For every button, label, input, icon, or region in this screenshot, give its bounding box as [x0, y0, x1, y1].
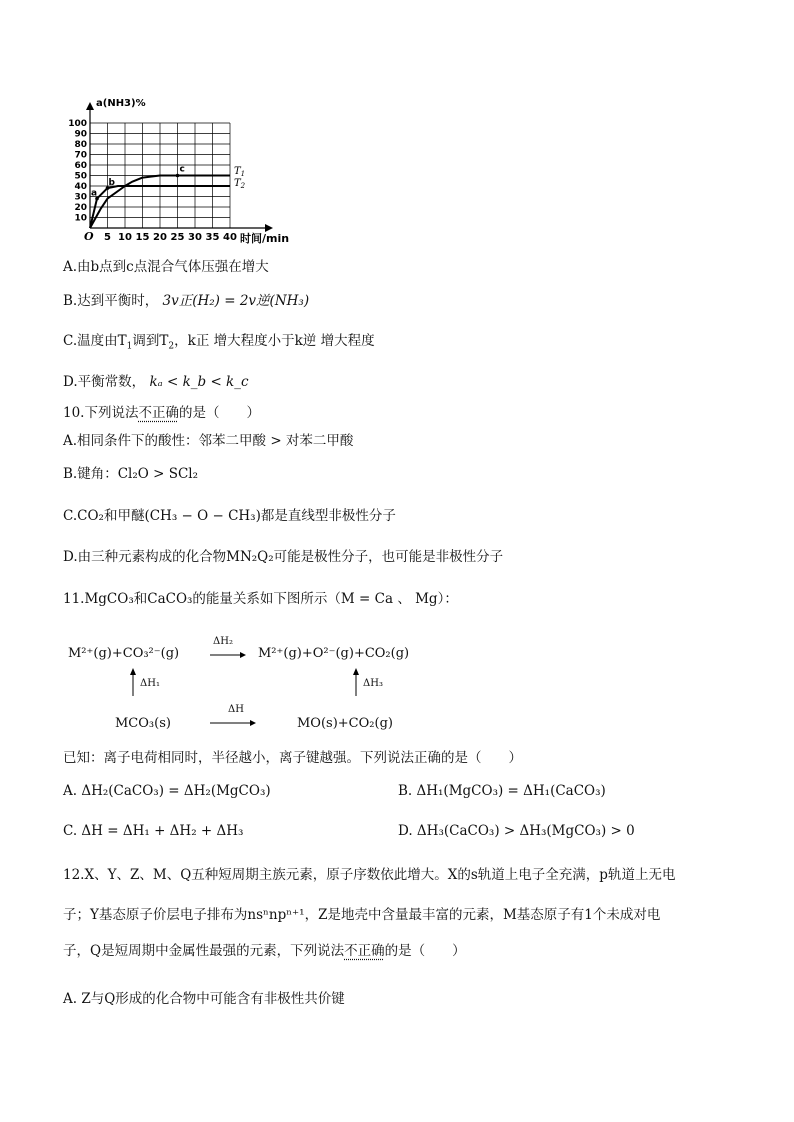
- q9-option-c-mid: 调到T: [132, 333, 169, 349]
- q12-line1: 12.X、Y、Z、M、Q五种短周期主族元素，原子序数依此增大。X的s轨道上电子全充满，p轨道上无电: [63, 867, 676, 883]
- q9-option-d-prefix: D.平衡常数，: [63, 374, 146, 390]
- x-tick-labels: [104, 232, 237, 243]
- q9-option-d-formula: kₐ < k_b < k_c: [149, 374, 249, 390]
- y-tick-label: 40: [74, 182, 87, 192]
- x-tick-label: 40: [223, 232, 237, 243]
- arrow-dh2: [208, 650, 248, 660]
- x-tick-label: 5: [104, 232, 111, 243]
- q10-stem-c: 的是（ ）: [178, 405, 260, 421]
- q12-line2: 子；Y基态原子价层电子排布为nsⁿnpⁿ⁺¹，Z是地壳中含量最丰富的元素，M基态原子有1个未成对电: [63, 907, 661, 923]
- arrow-dh: [208, 718, 258, 728]
- q12-line3-emphasis: 不正确: [344, 943, 385, 959]
- q9-option-c-prefix: C.温度由T: [63, 333, 127, 349]
- x-tick-label: 15: [135, 232, 150, 243]
- point-label-a: a: [91, 188, 98, 199]
- q10-option-d: D.由三种元素构成的化合物MN₂Q₂可能是极性分子，也可能是非极性分子: [63, 549, 504, 565]
- cycle-top-left: M²⁺(g)+CO₃²⁻(g): [68, 646, 180, 661]
- q11-option-b: B. ΔH₁(MgCO₃) = ΔH₁(CaCO₃): [398, 783, 606, 799]
- y-tick-label: 70: [74, 150, 87, 161]
- q9-option-c-text: ，k正 增大程度小于k逆 增大程度: [174, 333, 375, 349]
- dh1-label: ΔH₁: [140, 678, 160, 689]
- chart-annotations: [91, 165, 185, 201]
- dh3-label: ΔH₃: [363, 678, 383, 689]
- y-tick-label: 90: [74, 129, 87, 140]
- q9-option-a: A.由b点到c点混合气体压强在增大: [63, 259, 269, 275]
- y-tick-label: 10: [74, 213, 87, 224]
- x-axis-label: 时间/min: [240, 232, 290, 245]
- q10-stem-a: 10.下列说法: [63, 405, 139, 421]
- arrow-dh1: [128, 668, 138, 698]
- y-tick-label: 100: [68, 119, 87, 129]
- y-tick-label: 50: [74, 171, 87, 182]
- q12-option-a: A. Z与Q形成的化合物中可能含有非极性共价键: [63, 991, 345, 1007]
- ammonia-fraction-chart: [60, 90, 320, 245]
- q11-stem: 11.MgCO₃和CaCO₃的能量关系如下图所示（M = Ca 、 Mg）：: [63, 591, 458, 607]
- series-label-t1: $T_1$: [234, 166, 246, 178]
- q12-line3-a: 子，Q是短周期中金属性最强的元素，下列说法: [63, 943, 345, 959]
- series-label-t2: $T_2$: [234, 178, 246, 190]
- q10-option-c: C.CO₂和甲醚(CH₃ − O − CH₃)都是直线型非极性分子: [63, 508, 396, 524]
- x-tick-label: 25: [170, 232, 185, 243]
- y-tick-label: 80: [74, 140, 87, 150]
- x-tick-label: 35: [205, 232, 220, 243]
- x-tick-label: 10: [118, 232, 132, 243]
- q9-option-b-formula: 3v正(H₂) = 2v逆(NH₃): [162, 293, 310, 309]
- y-tick-label: 20: [74, 203, 87, 213]
- y-tick-labels: [68, 119, 87, 224]
- x-tick-label: 20: [153, 232, 167, 243]
- point-label-c: c: [179, 164, 185, 175]
- arrow-dh3: [351, 668, 361, 698]
- q11-option-c: C. ΔH = ΔH₁ + ΔH₂ + ΔH₃: [63, 823, 244, 839]
- q11-known: 已知：离子电荷相同时，半径越小，离子键越强。下列说法正确的是（ ）: [63, 750, 522, 766]
- y-axis-label: a(NH3)%: [96, 98, 146, 109]
- cycle-bottom-right: MO(s)+CO₂(g): [297, 716, 393, 731]
- cycle-bottom-left: MCO₃(s): [115, 716, 171, 731]
- q10-option-b: B.键角：Cl₂O > SCl₂: [63, 466, 199, 482]
- cycle-top-right: M²⁺(g)+O²⁻(g)+CO₂(g): [258, 646, 410, 661]
- q10-option-a: A.相同条件下的酸性：邻苯二甲酸 > 对苯二甲酸: [63, 433, 354, 449]
- x-tick-label: 30: [188, 232, 202, 243]
- q10-stem-emphasis: 不正确: [138, 405, 179, 421]
- y-axis-arrow: [86, 102, 94, 110]
- q9-option-b: [63, 292, 309, 310]
- q10-stem: [63, 404, 260, 422]
- dh2-label: ΔH₂: [213, 636, 233, 647]
- x-axis-arrow: [265, 224, 273, 232]
- dh-label: ΔH: [228, 704, 244, 715]
- q9-option-b-prefix: B.达到平衡时，: [63, 293, 159, 309]
- y-tick-label: 30: [74, 192, 87, 203]
- y-tick-label: 60: [74, 161, 87, 171]
- q12-line3-c: 的是（ ）: [384, 943, 466, 959]
- origin-label: O: [84, 230, 94, 243]
- q12-line3: [63, 942, 466, 960]
- q11-option-d: D. ΔH₃(CaCO₃) > ΔH₃(MgCO₃) > 0: [398, 823, 635, 839]
- q9-option-d: [63, 373, 249, 391]
- q9-option-c: C.温度由$T_1$调到$T_2$，k正 增大程度小于k逆 增大程度: [63, 333, 375, 352]
- point-label-b: b: [108, 178, 115, 189]
- q11-option-a: A. ΔH₂(CaCO₃) = ΔH₂(MgCO₃): [63, 783, 271, 799]
